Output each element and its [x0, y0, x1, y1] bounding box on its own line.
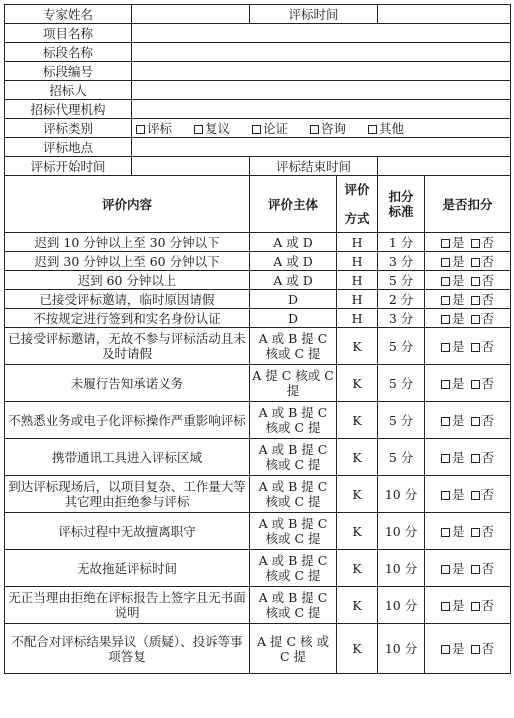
row-subject: A 或 B 提 C 核或 C 提	[250, 402, 337, 439]
checkbox[interactable]	[441, 528, 450, 537]
table-row	[5, 365, 511, 402]
row-deduct-choice	[425, 233, 511, 252]
row-method: H	[337, 233, 378, 252]
header-is-deduct: 是否扣分	[425, 176, 511, 233]
checkbox[interactable]	[441, 258, 450, 267]
yes-option[interactable]	[441, 641, 465, 656]
row-method: K	[337, 587, 378, 624]
header-deduct-line2: 标准	[388, 204, 414, 219]
row-score: 5 分	[378, 365, 425, 402]
row-content: 评标过程中无故擅离职守	[5, 513, 250, 550]
row-method: H	[337, 252, 378, 271]
checkbox[interactable]	[441, 645, 450, 654]
category-option[interactable]: 论证	[252, 121, 288, 136]
table-row	[5, 290, 511, 309]
no-option[interactable]	[471, 254, 495, 269]
no-label: 否	[481, 523, 495, 539]
table-row	[5, 233, 511, 252]
no-label: 否	[481, 338, 495, 354]
yes-label: 是	[452, 597, 465, 613]
checkbox[interactable]	[368, 125, 377, 134]
table-row	[5, 252, 511, 271]
table-row	[5, 439, 511, 476]
row-content: 迟到 30 分钟以上至 60 分钟以下	[5, 252, 250, 271]
no-option[interactable]	[471, 487, 495, 502]
no-label: 否	[481, 449, 495, 465]
yes-option[interactable]	[441, 311, 465, 326]
row-deduct-choice	[425, 328, 511, 365]
checkbox[interactable]	[136, 125, 145, 134]
row-deduct-choice	[425, 550, 511, 587]
yes-option[interactable]	[441, 376, 465, 391]
row-content: 携带通讯工具进入评标区域	[5, 439, 250, 476]
category-options	[132, 119, 511, 138]
table-row	[5, 624, 511, 674]
no-option[interactable]	[471, 376, 495, 391]
checkbox[interactable]	[441, 296, 450, 305]
no-option[interactable]	[471, 598, 495, 613]
yes-option[interactable]	[441, 487, 465, 502]
row-deduct-choice	[425, 624, 511, 674]
header-subject: 评价主体	[250, 176, 337, 233]
row-deduct-choice	[425, 513, 511, 550]
no-label: 否	[481, 597, 495, 613]
yes-option[interactable]	[441, 254, 465, 269]
yes-option[interactable]	[441, 273, 465, 288]
row-deduct-choice	[425, 309, 511, 328]
section-no-field[interactable]	[132, 62, 511, 81]
checkbox[interactable]	[471, 239, 480, 248]
row-method: K	[337, 439, 378, 476]
row-content: 到达评标现场后，以项目复杂、工作量大等其它理由拒绝参与评标	[5, 476, 250, 513]
evaluation-table	[4, 4, 511, 674]
yes-label: 是	[452, 375, 465, 391]
checkbox[interactable]	[194, 125, 203, 134]
row-deduct-choice	[425, 476, 511, 513]
row-subject: A 提 C 核 或 C 提	[250, 624, 337, 674]
row-deduct-choice	[425, 402, 511, 439]
yes-label: 是	[452, 253, 465, 269]
header-deduct-line1: 扣分	[388, 189, 414, 204]
row-score: 10 分	[378, 476, 425, 513]
category-option[interactable]: 复议	[194, 121, 230, 136]
no-option[interactable]	[471, 524, 495, 539]
agency-field[interactable]	[132, 100, 511, 119]
row-score: 10 分	[378, 550, 425, 587]
checkbox[interactable]	[471, 277, 480, 286]
checkbox[interactable]	[441, 239, 450, 248]
row-subject: A 或 D	[250, 271, 337, 290]
yes-option[interactable]	[441, 292, 465, 307]
row-score: 1 分	[378, 233, 425, 252]
yes-label: 是	[452, 338, 465, 354]
checkbox[interactable]	[471, 296, 480, 305]
checkbox[interactable]	[471, 315, 480, 324]
row-method: K	[337, 476, 378, 513]
checkbox[interactable]	[441, 454, 450, 463]
row-method: H	[337, 271, 378, 290]
section-name-label: 标段名称	[5, 43, 132, 62]
row-subject: A 或 B 提 C 核或 C 提	[250, 550, 337, 587]
row-score: 3 分	[378, 252, 425, 271]
project-name-label: 项目名称	[5, 24, 132, 43]
row-score: 10 分	[378, 624, 425, 674]
row-subject: D	[250, 309, 337, 328]
checkbox[interactable]	[471, 565, 480, 574]
header-content: 评价内容	[5, 176, 250, 233]
table-row	[5, 513, 511, 550]
row-content: 不熟悉业务或电子化评标操作严重影响评标	[5, 402, 250, 439]
header-method	[337, 176, 378, 233]
checkbox[interactable]	[441, 417, 450, 426]
location-field[interactable]	[132, 138, 511, 157]
yes-option[interactable]	[441, 450, 465, 465]
checkbox[interactable]	[310, 125, 319, 134]
row-subject: D	[250, 290, 337, 309]
yes-option[interactable]	[441, 598, 465, 613]
row-content: 不配合对评标结果异议（质疑）、投诉等事项答复	[5, 624, 250, 674]
checkbox[interactable]	[471, 258, 480, 267]
no-label: 否	[481, 560, 495, 576]
no-option[interactable]	[471, 413, 495, 428]
no-option[interactable]	[471, 273, 495, 288]
row-score: 3 分	[378, 309, 425, 328]
no-option[interactable]	[471, 561, 495, 576]
section-name-field[interactable]	[132, 43, 511, 62]
start-time-field[interactable]	[132, 157, 250, 176]
row-method: K	[337, 328, 378, 365]
agency-label: 招标代理机构	[5, 100, 132, 119]
row-content: 未履行告知承诺义务	[5, 365, 250, 402]
yes-option[interactable]	[441, 413, 465, 428]
yes-label: 是	[452, 523, 465, 539]
header-method-line2: 方式	[344, 211, 370, 226]
row-score: 10 分	[378, 587, 425, 624]
table-row	[5, 271, 511, 290]
checkbox[interactable]	[441, 380, 450, 389]
yes-label: 是	[452, 291, 465, 307]
no-label: 否	[481, 291, 495, 307]
table-row	[5, 328, 511, 365]
table-row	[5, 402, 511, 439]
no-option[interactable]	[471, 339, 495, 354]
category-label: 评标类别	[5, 119, 132, 138]
checkbox[interactable]	[441, 315, 450, 324]
checkbox[interactable]	[441, 277, 450, 286]
location-label: 评标地点	[5, 138, 132, 157]
no-label: 否	[481, 253, 495, 269]
row-score: 5 分	[378, 271, 425, 290]
yes-label: 是	[452, 412, 465, 428]
eval-time-label: 评标时间	[250, 5, 378, 24]
no-label: 否	[481, 375, 495, 391]
row-subject: A 或 D	[250, 233, 337, 252]
header-deduct	[378, 176, 425, 233]
row-subject: A 或 B 提 C 核或 C 提	[250, 587, 337, 624]
row-method: K	[337, 365, 378, 402]
no-option[interactable]	[471, 311, 495, 326]
checkbox[interactable]	[441, 602, 450, 611]
row-score: 5 分	[378, 402, 425, 439]
row-content: 无故拖延评标时间	[5, 550, 250, 587]
row-method: K	[337, 402, 378, 439]
no-option[interactable]	[471, 450, 495, 465]
row-method: K	[337, 550, 378, 587]
row-subject: A 或 B 提 C 核或 C 提	[250, 439, 337, 476]
row-subject: A 或 B 提 C 核或 C 提	[250, 513, 337, 550]
no-option[interactable]	[471, 641, 495, 656]
row-score: 2 分	[378, 290, 425, 309]
no-label: 否	[481, 412, 495, 428]
section-no-label: 标段编号	[5, 62, 132, 81]
expert-name-label: 专家姓名	[5, 5, 132, 24]
row-method: K	[337, 624, 378, 674]
row-content: 无正当理由拒绝在评标报告上签字且无书面说明	[5, 587, 250, 624]
yes-option[interactable]	[441, 235, 465, 250]
project-name-field[interactable]	[132, 24, 511, 43]
checkbox[interactable]	[471, 491, 480, 500]
row-deduct-choice	[425, 587, 511, 624]
expert-name-field[interactable]	[132, 5, 250, 24]
row-content: 迟到 60 分钟以上	[5, 271, 250, 290]
row-deduct-choice	[425, 365, 511, 402]
yes-option[interactable]	[441, 524, 465, 539]
checkbox[interactable]	[441, 565, 450, 574]
row-method: K	[337, 513, 378, 550]
row-content: 不按规定进行签到和实名身份认证	[5, 309, 250, 328]
row-content: 迟到 10 分钟以上至 30 分钟以下	[5, 233, 250, 252]
yes-label: 是	[452, 486, 465, 502]
yes-label: 是	[452, 560, 465, 576]
checkbox[interactable]	[471, 343, 480, 352]
row-score: 5 分	[378, 328, 425, 365]
row-deduct-choice	[425, 271, 511, 290]
row-subject: A 提 C 核或 C 提	[250, 365, 337, 402]
row-deduct-choice	[425, 252, 511, 271]
row-score: 10 分	[378, 513, 425, 550]
tenderer-field[interactable]	[132, 81, 511, 100]
no-label: 否	[481, 486, 495, 502]
category-option[interactable]: 咨询	[310, 121, 346, 136]
checkbox[interactable]	[252, 125, 261, 134]
table-row	[5, 309, 511, 328]
no-label: 否	[481, 234, 495, 250]
yes-label: 是	[452, 234, 465, 250]
eval-time-field[interactable]	[378, 5, 511, 24]
yes-label: 是	[452, 272, 465, 288]
checkbox[interactable]	[441, 491, 450, 500]
checkbox[interactable]	[471, 454, 480, 463]
checkbox[interactable]	[471, 602, 480, 611]
category-option[interactable]: 其他	[368, 121, 404, 136]
tenderer-label: 招标人	[5, 81, 132, 100]
checkbox[interactable]	[471, 417, 480, 426]
row-deduct-choice	[425, 439, 511, 476]
no-label: 否	[481, 641, 495, 656]
table-row	[5, 587, 511, 624]
checkbox[interactable]	[471, 528, 480, 537]
row-subject: A 或 B 提 C 核或 C 提	[250, 328, 337, 365]
checkbox[interactable]	[471, 645, 480, 654]
no-option[interactable]	[471, 235, 495, 250]
no-option[interactable]	[471, 292, 495, 307]
yes-option[interactable]	[441, 561, 465, 576]
header-method-line1: 评价	[344, 182, 370, 197]
checkbox[interactable]	[441, 343, 450, 352]
end-time-label: 评标结束时间	[250, 157, 378, 176]
end-time-field[interactable]	[378, 157, 511, 176]
yes-label: 是	[452, 641, 465, 656]
row-method: H	[337, 290, 378, 309]
row-method: H	[337, 309, 378, 328]
no-label: 否	[481, 310, 495, 326]
yes-label: 是	[452, 310, 465, 326]
row-content: 已接受评标邀请，临时原因请假	[5, 290, 250, 309]
row-subject: A 或 B 提 C 核或 C 提	[250, 476, 337, 513]
yes-label: 是	[452, 449, 465, 465]
row-subject: A 或 D	[250, 252, 337, 271]
row-deduct-choice	[425, 290, 511, 309]
start-time-label: 评标开始时间	[5, 157, 132, 176]
row-score: 5 分	[378, 439, 425, 476]
table-row	[5, 476, 511, 513]
category-option[interactable]: 评标	[136, 121, 172, 136]
no-label: 否	[481, 272, 495, 288]
checkbox[interactable]	[471, 380, 480, 389]
yes-option[interactable]	[441, 339, 465, 354]
table-row	[5, 550, 511, 587]
row-content: 已接受评标邀请，无故不参与评标活动且未及时请假	[5, 328, 250, 365]
